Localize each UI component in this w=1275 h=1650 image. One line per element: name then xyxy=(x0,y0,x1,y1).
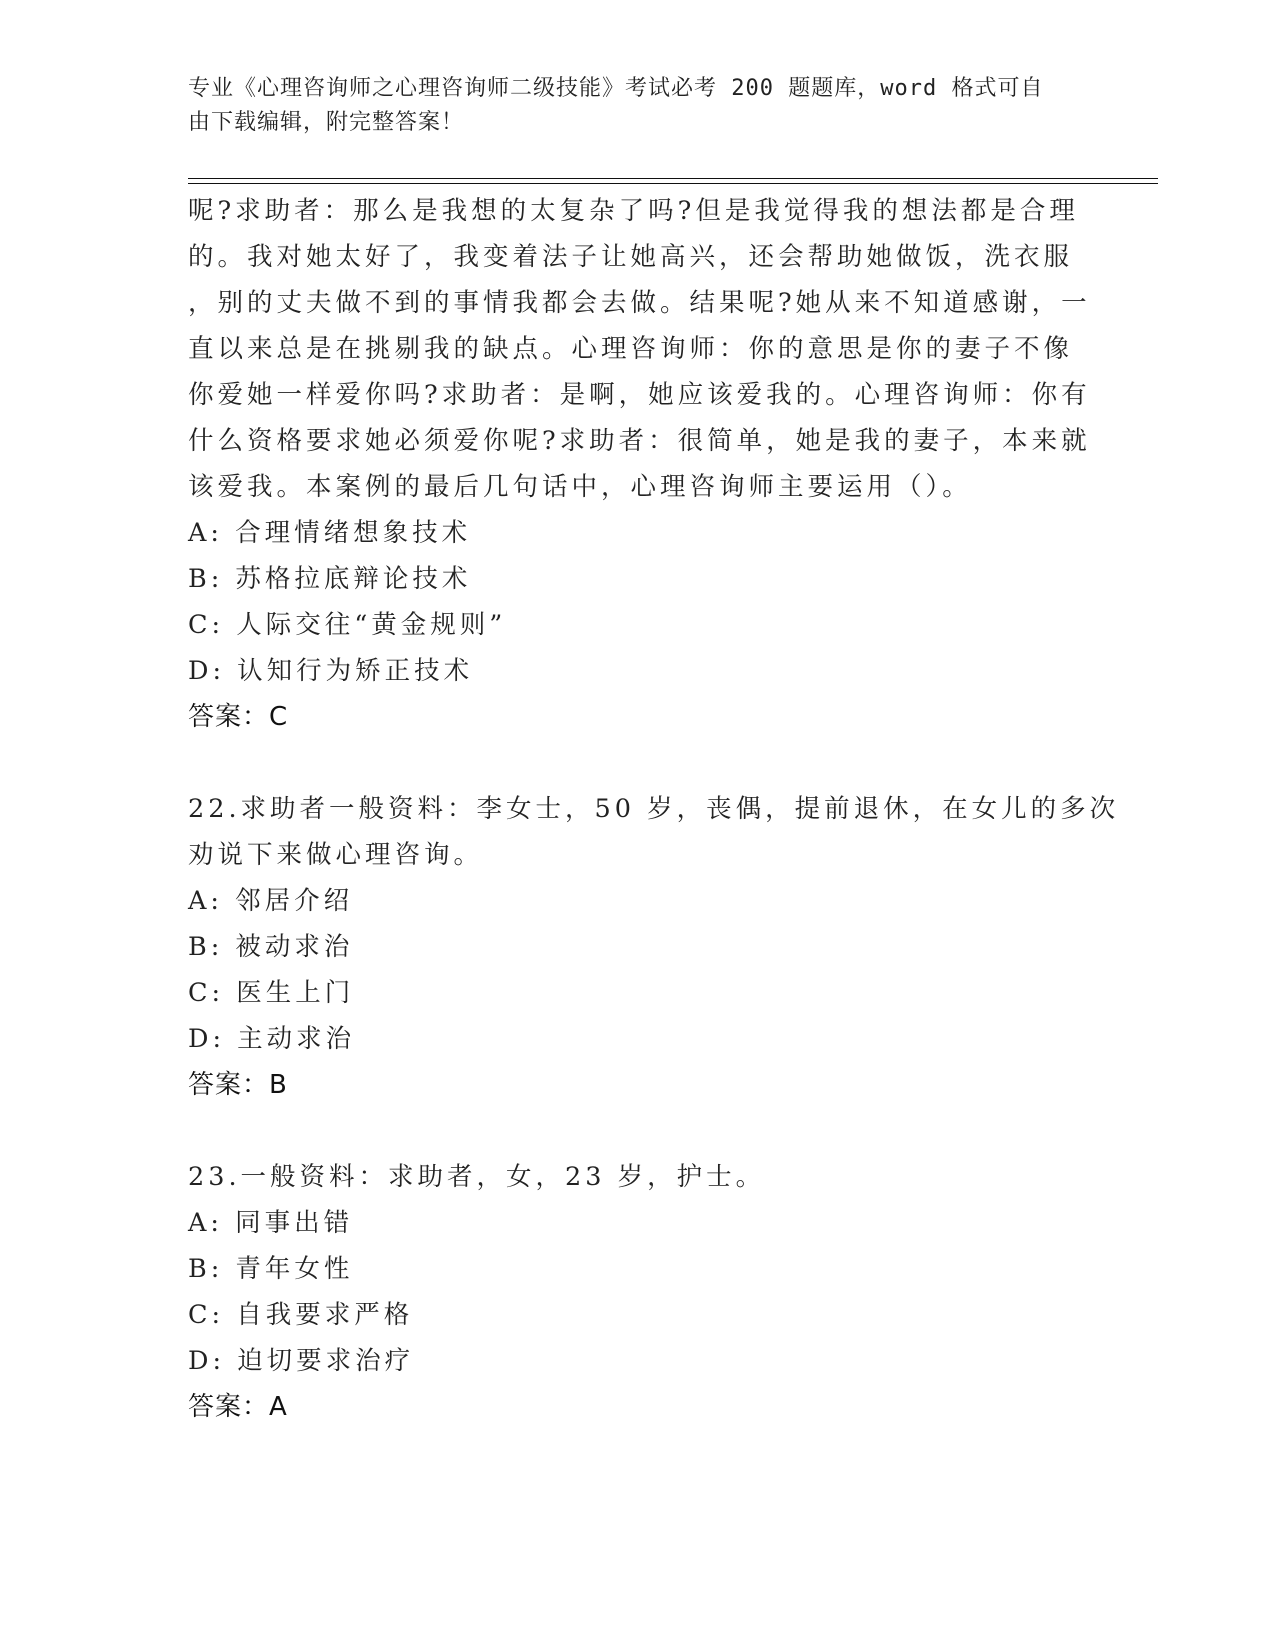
question-text-line: 直以来总是在挑剔我的缺点。心理咨询师：你的意思是你的妻子不像 xyxy=(188,334,1074,364)
header-line-1: 专业《心理咨询师之心理咨询师二级技能》考试必考 200 题题库，word 格式可自 xyxy=(188,76,1044,101)
option-a: A: 邻居介绍 xyxy=(188,886,354,916)
question-text-line: 什么资格要求她必须爱你呢?求助者：很简单，她是我的妻子，本来就 xyxy=(188,426,1091,456)
spacer xyxy=(188,1108,1088,1154)
answer: 答案：A xyxy=(188,1392,288,1422)
question-21 xyxy=(188,188,1091,740)
answer: 答案：B xyxy=(188,1070,288,1100)
question-text-line: 23.一般资料：求助者，女，23 岁，护士。 xyxy=(188,1162,766,1192)
question-text-line: 22.求助者一般资料：李女士，50 岁，丧偶，提前退休，在女儿的多次 xyxy=(188,794,1120,824)
question-text-line: 劝说下来做心理咨询。 xyxy=(188,840,484,870)
option-d: D: 认知行为矫正技术 xyxy=(188,656,474,686)
spacer xyxy=(188,740,1088,786)
header-rule-bottom xyxy=(188,183,1158,184)
option-b: B: 苏格拉底辩论技术 xyxy=(188,564,472,594)
document-header xyxy=(188,72,1068,140)
header-line-2: 由下载编辑，附完整答案！ xyxy=(188,110,465,135)
question-text-line: 你爱她一样爱你吗?求助者：是啊，她应该爱我的。心理咨询师：你有 xyxy=(188,380,1091,410)
option-d: D: 主动求治 xyxy=(188,1024,356,1054)
option-d: D: 迫切要求治疗 xyxy=(188,1346,415,1376)
option-b: B: 被动求治 xyxy=(188,932,354,962)
option-c: C: 人际交往“黄金规则” xyxy=(188,610,507,640)
option-a: A: 合理情绪想象技术 xyxy=(188,518,472,548)
question-text-line: 该爱我。本案例的最后几句话中，心理咨询师主要运用（）。 xyxy=(188,472,972,502)
option-a: A: 同事出错 xyxy=(188,1208,354,1238)
option-c: C: 医生上门 xyxy=(188,978,355,1008)
question-23 xyxy=(188,1154,1088,1430)
question-22 xyxy=(188,786,1120,1108)
document-body xyxy=(188,188,1120,1430)
question-text-line: 呢?求助者：那么是我想的太复杂了吗?但是我觉得我的想法都是合理 xyxy=(188,196,1079,226)
question-text-line: 的。我对她太好了，我变着法子让她高兴，还会帮助她做饭，洗衣服 xyxy=(188,242,1074,272)
option-b: B: 青年女性 xyxy=(188,1254,354,1284)
header-rule-top xyxy=(188,178,1158,179)
option-c: C: 自我要求严格 xyxy=(188,1300,414,1330)
question-text-line: ，别的丈夫做不到的事情我都会去做。结果呢?她从来不知道感谢，一 xyxy=(188,288,1091,318)
answer: 答案：C xyxy=(188,702,289,732)
